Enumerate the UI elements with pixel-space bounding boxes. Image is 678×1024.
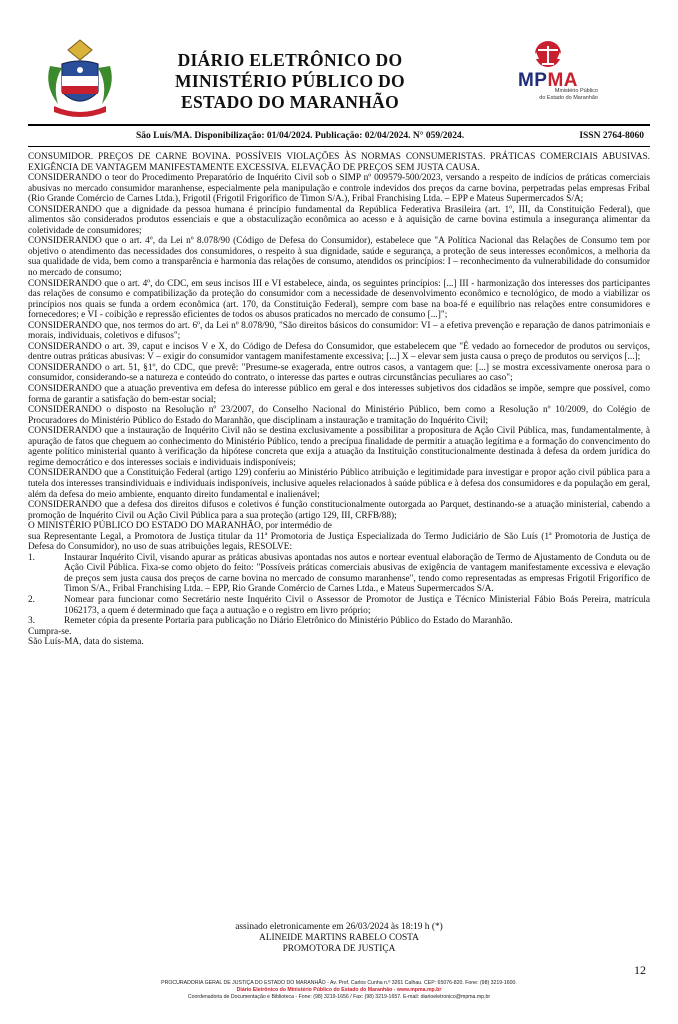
logo-main-text: MP	[517, 70, 548, 91]
footer-website-link[interactable]: Diário Eletrônico do Ministério Público do Estado do Maranhão - www.mpma.mp.br	[236, 987, 442, 993]
document-body	[28, 152, 650, 648]
item-number: 2.	[28, 594, 36, 605]
item-number: 1.	[28, 552, 36, 563]
resolution-item	[28, 595, 650, 616]
considerando-paragraph: CONSIDERANDO que a atuação preventiva em defesa do interesse público em geral e dos interesses subjetivos dos cidadãos se impõe, sempre que possível, como forma de garantir a satisfação do bem-estar social;	[28, 384, 650, 405]
considerando-paragraph: CONSIDERANDO o art. 51, §1º, do CDC, que prevê: "Presume-se exagerada, entre outros casos, a vantagem que: [...] se mostra excessivamente onerosa para o consumidor, considerando-se a natureza e conteúdo do contrato, o interesse das partes e outras circunstâncias peculiares ao caso";	[28, 362, 650, 384]
ementa: CONSUMIDOR. PREÇOS DE CARNE BOVINA. POSSÍVEIS VIOLAÇÕES ÀS NORMAS CONSUMERISTAS. PRÁTICAS COMERCIAIS ABUSIVAS. EXIGÊNCIA DE VANTAGEM MANIFESTAMENTE EXCESSIVA. ELEVAÇÃO DE PREÇOS SEM JUSTA CAUSA.	[28, 152, 650, 173]
issn: ISSN 2764-8060	[579, 131, 644, 141]
closing-order: Cumpra-se.	[28, 626, 72, 637]
page-footer	[0, 980, 678, 1001]
scales-of-justice-icon	[498, 38, 598, 72]
resolution-item	[28, 553, 650, 595]
item-number: 3.	[28, 616, 36, 627]
title-line-3: ESTADO DO MARANHÃO	[181, 92, 399, 112]
signer-role: PROMOTORA DE JUSTIÇA	[282, 944, 396, 954]
mpma-logo	[498, 38, 598, 102]
resolution-statement: sua Representante Legal, a Promotora de Justiça titular da 11ª Promotoria de Justiça Especializada do Termo Judiciário de São Luís (1ª Promotoria de Justiça de Defesa do Consumidor), no uso de suas atribuições legais, RESOLVE:	[28, 531, 650, 553]
considerando-paragraph: CONSIDERANDO que a Constituição Federal (artigo 129) conferiu ao Ministério Público atribuição e legitimidade para investigar e propor ação civil pública para a tutela dos interesses transindividuais e individuais indisponíveis, inclusive aqueles relacionados à saúde pública e à defesa dos consumidores e da população em geral, além da defesa do meio ambiente, enquanto direito fundamental e inalienável;	[28, 468, 650, 500]
title-line-2: MINISTÉRIO PÚBLICO DO	[175, 71, 405, 91]
resolution-item	[28, 616, 650, 627]
page-header	[0, 0, 678, 128]
considerando-paragraph: CONSIDERANDO o art. 39, caput e incisos V e X, do Código de Defesa do Consumidor, que estabelecem que "É vedado ao fornecedor de produtos ou serviços, dentre outras práticas abusivas: V – exigir do consumidor vantagem manifestamente excessiva; [...] X – elevar sem justa causa o preço de produtos ou serviços [...];	[28, 341, 650, 363]
signature-block	[0, 922, 678, 955]
page-number: 12	[634, 963, 646, 977]
considerando-paragraph: CONSIDERANDO que a instauração de Inquérito Civil não se destina exclusivamente a possibilitar a propositura de Ação Civil Pública, mas, fundamentalmente, à apuração de fatos que cheguem ao conhecimento do Ministério Público, tendo a precípua finalidade de permitir a atuação legítima e a formação do convencimento do agente político ministerial quanto à verificação da hipótese concreta que exija a atuação da Instituição constitucionalmente destinada à defesa da ordem jurídica do regime democrático e dos interesses sociais e individuais indisponíveis;	[28, 426, 650, 468]
considerando-paragraph: CONSIDERANDO que a defesa dos direitos difusos e coletivos é função constitucionalmente outorgada ao Parquet, destinando-se a atuação ministerial, cabendo a promoção de Inquérito Civil ou Ação Civil Pública para a sua proteção (artigo 129, III, CRFB/88);	[28, 500, 650, 521]
logo-accent-text: MA	[547, 70, 579, 91]
resolution-intro: O MINISTÉRIO PÚBLICO DO ESTADO DO MARANHÃO, por intermédio de	[28, 521, 332, 532]
signer-name: ALINEIDE MARTINS RABELO COSTA	[259, 933, 419, 943]
header-rule-top	[28, 124, 650, 126]
mpma-subtitle	[508, 88, 598, 101]
item-text: Instaurar Inquérito Civil, visando apurar as práticas abusivas apontadas nos autos e nortear eventual elaboração de Termo de Ajustamento de Conduta ou de Ação Civil Pública. Fixa-se como objeto do feito: "Possíveis práticas comerciais abusivas de exigência de vantagem manifestamente excessiva e elevação de preços sem justa causa dos preços de carne bovina no mercado de consumo maranhense", tendo como representadas as empresas Frigotil Frigorífico de Timon S/A., Fribal Franchising Ltda. – EPP, Rio Grande Comércio de Carnes Ltda., e Mateus Supermercados S/A.	[64, 552, 650, 595]
item-text: Remeter cópia da presente Portaria para publicação no Diário Eletrônico do Ministério Público do Estado do Maranhão.	[64, 616, 513, 627]
publication-bar	[28, 128, 650, 144]
footer-contact: Coordenadoria de Documentação e Biblioteca - Fone: (98) 3219-1656 / Fax: (98) 3219-1657. E-mail: diarioeletronico@mpma.mp.br	[187, 994, 491, 1000]
journal-title	[150, 50, 430, 113]
item-text: Nomear para funcionar como Secretário neste Inquérito Civil o Assessor de Promotor de Justiça e Técnico Ministerial Fábio Boás Pereira, matrícula 1062173, a quem é determinado que faça a autuação e o registro em livro próprio;	[64, 594, 650, 616]
place-date: São Luís-MA, data do sistema.	[28, 637, 144, 648]
considerando-paragraph: CONSIDERANDO que o art. 4º, da Lei nº 8.078/90 (Código de Defesa do Consumidor), estabelece que "A Política Nacional das Relações de Consumo tem por objetivo o atendimento das necessidades dos consumidores, o respeito à sua dignidade, saúde e segurança, a proteção de seus interesses econômicos, a melhoria da sua qualidade de vida, bem como a transparência e harmonia das relações de consumo, atendidos os princípios: I – reconhecimento da vulnerabilidade do consumidor no mercado de consumo;	[28, 236, 650, 279]
title-line-1: DIÁRIO ELETRÔNICO DO	[177, 50, 403, 70]
considerando-paragraph: CONSIDERANDO que o art. 4º, do CDC, em seus incisos III e VI estabelece, ainda, os seguintes princípios: [...] III - harmonização dos interesses dos participantes das relações de consumo e compatibilização da proteção do consumidor com a necessidade de desenvolvimento econômico e tecnológico, de modo a viabilizar os princípios nos quais se funda a ordem econômica (art. 170, da Constituição Federal), sempre com base na boa-fé e equilíbrio nas relações entre consumidores e fornecedores; e VI - coibição e repressão eficientes de todos os abusos praticados no mercado de consumo [...]";	[28, 278, 650, 321]
considerando-paragraph: CONSIDERANDO o teor do Procedimento Preparatório de Inquérito Civil sob o SIMP nº 009579-500/2023, versando a respeito de indícios de práticas comerciais abusivas no mercado consumidor maranhense, especialmente pela manipulação e controle indevidos dos preços da carne bovina, perpetradas pelas empresas Fribal (Rio Grande Comércio de Carnes Ltda.), Frigotil (Frigotil Frigorífico de Timon S/A.), Fribal Franchising Ltda. – EPP e Mateus Supermercados S/A;	[28, 173, 650, 205]
considerando-paragraph: CONSIDERANDO que, nos termos do art. 6º, da Lei nº 8.078/90, "São direitos básicos do consumidor: VI – a efetiva prevenção e reparação de danos patrimoniais e morais, individuais, coletivos e difusos";	[28, 320, 650, 342]
header-rule-bottom	[28, 146, 650, 147]
footer-address: PROCURADORIA GERAL DE JUSTIÇA DO ESTADO DO MARANHÃO - Av. Prof. Carlos Cunha n.º 3261 Calhau. CEP: 65076-820. Fone: (98) 3219-1600.	[161, 980, 517, 986]
signature-timestamp: assinado eletronicamente em 26/03/2024 às 18:19 h (*)	[235, 922, 443, 932]
coat-of-arms-icon	[40, 36, 120, 120]
logo-sub-line-1: Ministério Público	[554, 88, 598, 94]
logo-sub-line-2: do Estado do Maranhão	[539, 94, 598, 101]
publication-meta: São Luís/MA. Disponibilização: 01/04/2024. Publicação: 02/04/2024. N° 059/2024.	[136, 131, 465, 141]
considerando-paragraph: CONSIDERANDO que a dignidade da pessoa humana é princípio fundamental da República Federativa Brasileira (art. 1º, III, da Constituição Federal), que alimentos são considerados produtos essenciais e que a obstaculização econômica ao acesso e à aquisição de carne bovina estimula a insegurança alimentar da coletividade de consumidores;	[28, 204, 650, 236]
considerando-paragraph: CONSIDERANDO o disposto na Resolução nº 23/2007, do Conselho Nacional do Ministério Público, bem como a Resolução nº 10/2009, do Colégio de Procuradores do Ministério Público do Estado do Maranhão, que disciplinam a instauração e tramitação do Inquérito Civil;	[28, 405, 650, 426]
